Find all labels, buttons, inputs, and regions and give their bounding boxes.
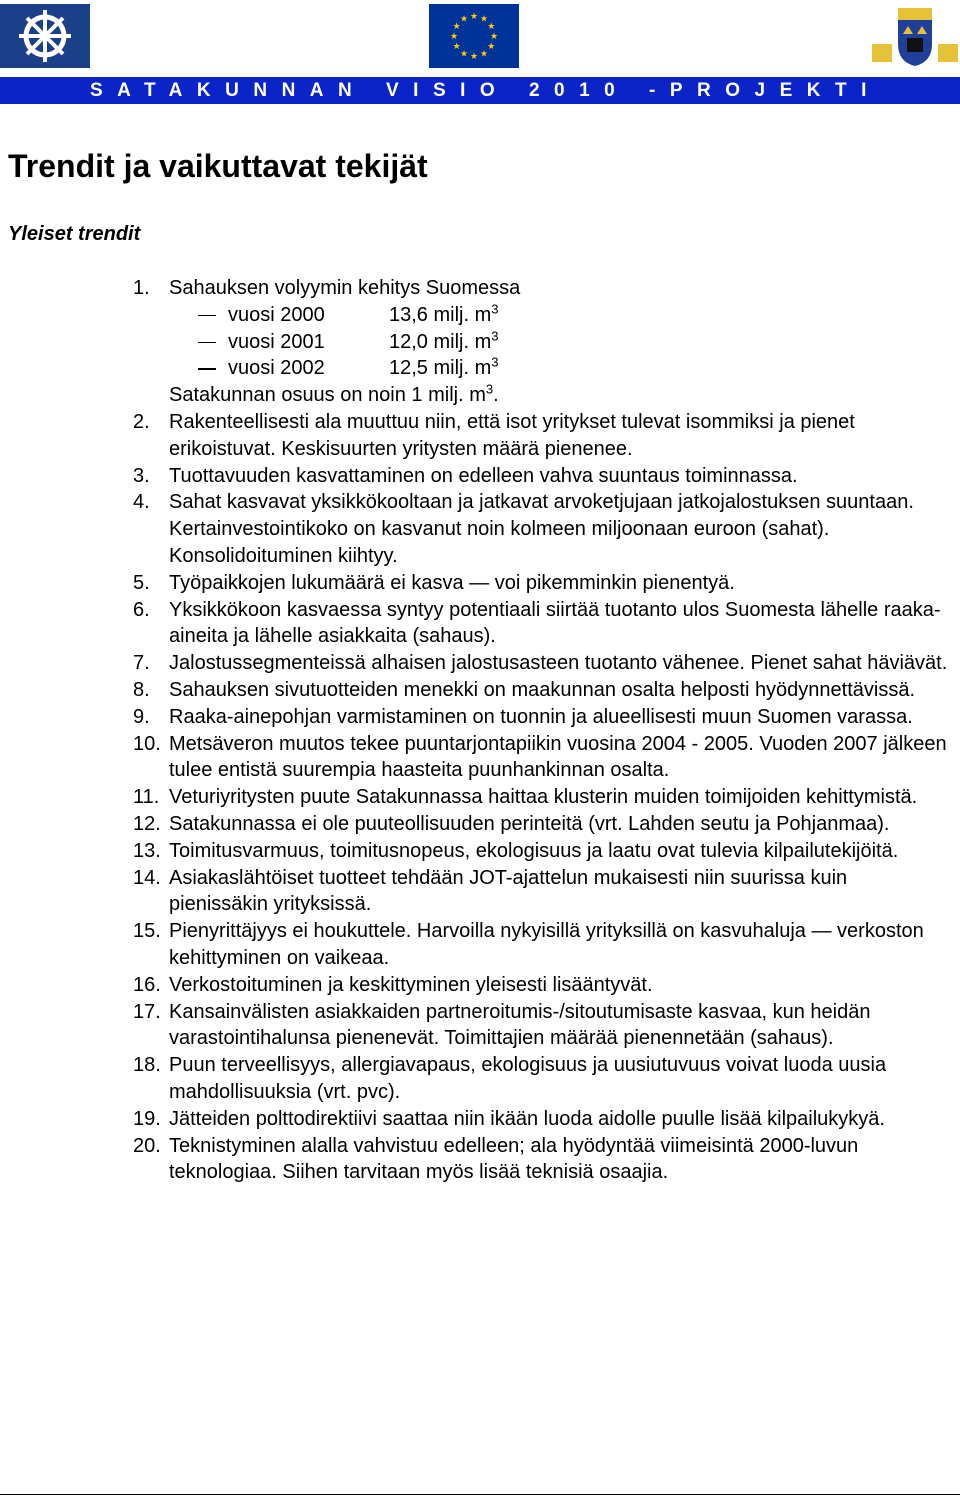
- numbered-items: [0, 409, 960, 1186]
- trend-list: [0, 275, 960, 1186]
- item-number: 12.: [133, 812, 161, 835]
- list-item: [0, 463, 960, 490]
- volume-year: vuosi 2000: [228, 303, 325, 326]
- item-text: Satakunnassa ei ole puuteollisuuden perinteitä (vrt. Lahden seutu ja Pohjanmaa).: [169, 812, 890, 835]
- page-footer: [0, 1494, 960, 1507]
- item-text: Sahauksen sivutuotteiden menekki on maakunnan osalta helposti hyödynnettävissä.: [169, 678, 916, 701]
- crest-logo-left: [0, 4, 90, 68]
- item-text: Raaka-ainepohjan varmistaminen on tuonnin ja alueellisesti muun Suomen varassa.: [169, 705, 913, 728]
- page-header: [0, 0, 960, 104]
- eu-star-icon: ★: [469, 51, 479, 61]
- volume-row: [0, 355, 960, 382]
- project-banner: SATAKUNNAN VISIO 2010 -PROJEKTI: [0, 77, 960, 104]
- list-item: [0, 677, 960, 704]
- list-item: [0, 1106, 960, 1133]
- volume-value: 13,6 milj. $m^3$: [389, 301, 499, 326]
- dash-bullet: [198, 368, 216, 370]
- item-number: 5.: [133, 571, 150, 594]
- item-number: 18.: [133, 1054, 161, 1077]
- volume-year: vuosi 2001: [228, 330, 325, 353]
- list-item: [0, 865, 960, 919]
- list-item: [0, 999, 960, 1053]
- eu-star-icon: ★: [479, 48, 489, 59]
- item-text: Yksikkökoon kasvaessa syntyy potentiaali siirtää tuotanto ulos Suomesta lähelle raaka-aineita ja lähelle asiakkaita (sahaus).: [169, 598, 941, 648]
- item-text: Jalostussegmenteissä alhaisen jalostusasteen tuotanto vähenee. Pienet sahat häviävät.: [169, 652, 948, 675]
- list-item: [0, 650, 960, 677]
- eu-star-icon: ★: [459, 48, 469, 59]
- eu-star-icon: ★: [459, 13, 469, 24]
- list-item: [0, 1133, 960, 1187]
- list-item: [0, 704, 960, 731]
- item-number: 15.: [133, 920, 161, 943]
- item-number: 20.: [133, 1134, 161, 1157]
- item-number: 9.: [133, 705, 150, 728]
- item-number: 7.: [133, 652, 150, 675]
- volume-value: 12,0 milj. $m^3$: [389, 327, 499, 353]
- item-text: Toimitusvarmuus, toimitusnopeus, ekologisuus ja laatu ovat tulevia kilpailutekijöitä.: [169, 839, 899, 862]
- item-number: 1.: [133, 277, 150, 299]
- item-number: 2.: [133, 410, 150, 433]
- dash-bullet: [198, 342, 216, 344]
- volume-row: [0, 302, 960, 329]
- eu-star-icon: ★: [452, 21, 461, 31]
- list-item: [0, 409, 960, 463]
- list-item: [0, 570, 960, 597]
- item-number: 10.: [133, 732, 161, 755]
- eu-star-icon: ★: [489, 31, 499, 41]
- item-text: Rakenteellisesti ala muuttuu niin, että isot yritykset tulevat isommiksi ja pienet erikoistuvat. Keskisuurten yritysten määrä pienenee.: [169, 410, 855, 460]
- item-number: 4.: [133, 491, 150, 514]
- item-number: 16.: [133, 973, 161, 996]
- item-text: Teknistyminen alalla vahvistuu edelleen; ala hyödyntää viimeisintä 2000-luvun teknologiaa. Siihen tarvitaan myös lisää teknisiä osaajia.: [169, 1134, 859, 1184]
- item-number: 17.: [133, 1000, 161, 1023]
- item-text: Puun terveellisyys, allergiavapaus, ekologisuus ja uusiutuvuus voivat luoda uusia mahdollisuuksia (vrt. pvc).: [169, 1054, 887, 1103]
- eu-star-icon: ★: [479, 13, 489, 24]
- item-text: Sahat kasvavat yksikkökooltaan ja jatkavat arvoketjujaan jatkojalostuksen suuntaan. Kertainvestointikoko on kasvanut noin kolmeen miljoonaan euroon (sahat). Konsolidoituminen kiihtyy.: [169, 491, 914, 567]
- volume-value: 12,5 milj. $m^3$: [389, 354, 499, 380]
- list-item: [0, 811, 960, 838]
- dash-bullet: [198, 315, 216, 317]
- list-item: [0, 972, 960, 999]
- item-text: Verkostoituminen ja keskittyminen yleisesti lisääntyvät.: [169, 973, 653, 996]
- list-item: [0, 489, 960, 569]
- item-text: Työpaikkojen lukumäärä ei kasva — voi pikemminkin pienentyä.: [169, 571, 735, 594]
- list-item: [0, 275, 960, 302]
- list-item: [0, 597, 960, 651]
- item-number: 8.: [133, 678, 150, 701]
- item-number: 11.: [133, 786, 160, 809]
- eu-star-icon: ★: [469, 11, 479, 21]
- item-text: Sahauksen volyymin kehitys Suomessa: [169, 277, 521, 299]
- volume-year: vuosi 2002: [228, 357, 325, 380]
- item-text: Tuottavuuden kasvattaminen on edelleen vahva suuntaus toiminnassa.: [169, 464, 798, 487]
- regional-crest-logo: [870, 4, 960, 68]
- eu-star-icon: ★: [487, 21, 496, 31]
- list-item: [0, 1052, 960, 1106]
- item-text: Asiakaslähtöiset tuotteet tehdään JOT-ajattelun mukaisesti niin suurissa kuin pienissäkin yrityksissä.: [169, 866, 848, 916]
- eu-star-icon: ★: [449, 31, 459, 41]
- list-item: [0, 731, 960, 785]
- eu-flag-logo: [429, 4, 519, 68]
- item-number: 14.: [133, 866, 161, 889]
- item-number: 6.: [133, 598, 150, 621]
- eu-star-icon: ★: [487, 41, 496, 51]
- item-number: 13.: [133, 839, 161, 862]
- item-text: Kansainvälisten asiakkaiden partneroitumis-/sitoutumisaste kasvaa, kun heidän varastointihalunsa pienenevät. Toimittajien määrää pienennetään (sahaus).: [169, 1000, 871, 1050]
- list-item: [0, 838, 960, 865]
- eu-star-icon: ★: [452, 41, 461, 51]
- item-number: 3.: [133, 464, 150, 487]
- item-continuation: Satakunnan osuus on noin 1 milj. $m^3$.: [169, 381, 499, 407]
- item-text: Veturiyritysten puute Satakunnassa haittaa klusterin muiden toimijoiden kehittymistä.: [169, 786, 918, 809]
- section-subtitle: Yleiset trendit: [8, 223, 141, 245]
- list-item: [0, 918, 960, 972]
- volume-row: [0, 329, 960, 356]
- list-item: [0, 784, 960, 811]
- item-number: 19.: [133, 1107, 161, 1130]
- page-title: Trendit ja vaikuttavat tekijät: [8, 148, 428, 184]
- item-text: Jätteiden polttodirektiivi saattaa niin ikään luoda aidolle puulle lisää kilpailukykyä.: [169, 1107, 885, 1130]
- item-text: Pienyrittäjyys ei houkuttele. Harvoilla nykyisillä yrityksillä on kasvuhaluja — verkoston kehittyminen on vaikeaa.: [169, 920, 924, 969]
- item-text: Metsäveron muutos tekee puuntarjontapiikin vuosina 2004 - 2005. Vuoden 2007 jälkeen tulee entistä suurempia haasteita puunhankinnan osalta.: [169, 732, 947, 782]
